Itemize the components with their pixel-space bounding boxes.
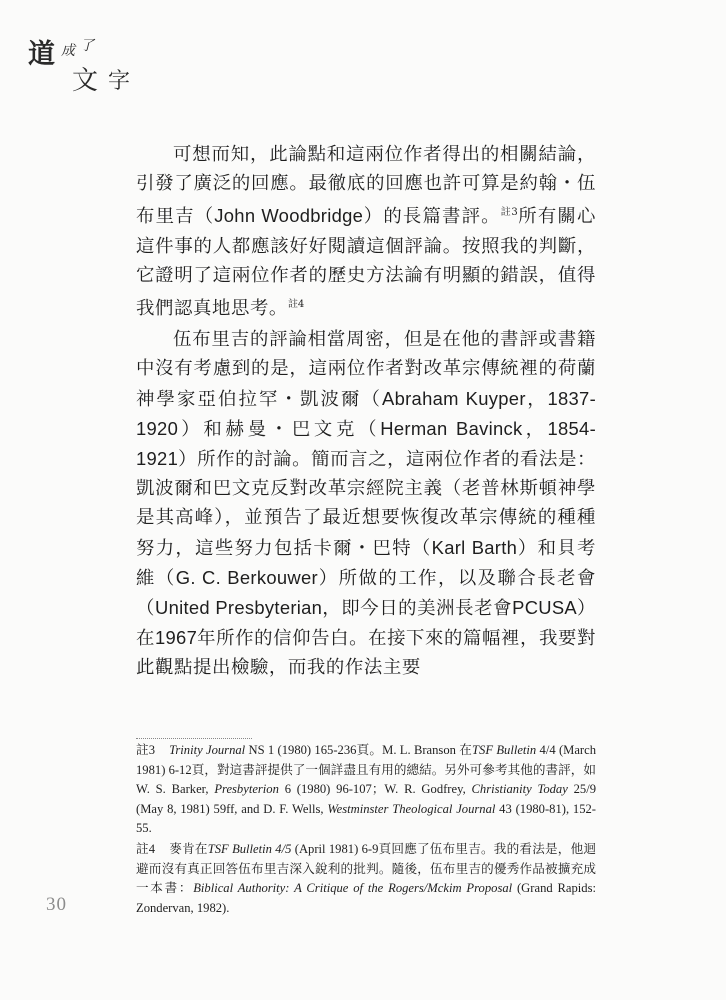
text-run: 可想而知，此論點和這兩位作者得出的相關結論，引發了廣泛的回應。最徹底的回應也許可算是約翰・伍布里吉（ bbox=[136, 144, 596, 228]
logo-char-1: 道 bbox=[28, 39, 55, 70]
paragraph bbox=[136, 325, 596, 682]
citation-title: TSF Bulletin 4/5 bbox=[207, 841, 292, 856]
footnotes bbox=[136, 741, 596, 919]
paragraph bbox=[136, 140, 596, 323]
footnote-text: (April 1981) 6-9頁回應了伍布里吉。我的看法是，他迴避而沒有真正回答伍布里吉深入銳利的批判。隨後，伍布里吉的優秀作品被擴充成一本書： bbox=[136, 841, 596, 896]
text-run: United Presbyterian bbox=[155, 597, 323, 619]
footnote-label: 註3 bbox=[136, 743, 156, 757]
citation-title: TSF Bulletin bbox=[472, 743, 537, 757]
footnote bbox=[136, 840, 596, 918]
text-run: Karl Barth bbox=[431, 536, 518, 558]
logo-char-3: 了 bbox=[80, 38, 94, 54]
footnote-ref: 註4 bbox=[287, 299, 305, 311]
footnote-divider bbox=[136, 738, 252, 739]
footnote-text: (Grand Rapids: Zondervan, 1982). bbox=[136, 881, 596, 915]
text-run: Abraham Kuyper，1837-1920 bbox=[136, 387, 596, 439]
text-run: ，即今日的美洲長老會 bbox=[322, 598, 513, 620]
footnote-text: 43 (1980-81), 152-55. bbox=[136, 801, 596, 836]
footnote bbox=[136, 741, 596, 839]
footnote-text: 6 (1980) 96-107；W. R. Godfrey, bbox=[278, 782, 472, 797]
text-run: 伍布里吉的評論相當周密，但是在他的書評或書籍中沒有考慮到的是，這兩位作者對改革宗傳統裡的荷蘭神學家亞伯拉罕・凱波爾（ bbox=[136, 329, 596, 410]
citation-title: Trinity Journal bbox=[169, 743, 246, 757]
logo-char-5: 字 bbox=[108, 69, 131, 94]
book-logo bbox=[28, 32, 148, 94]
citation-title: Presbyterion bbox=[214, 782, 279, 797]
page-number: 30 bbox=[46, 894, 67, 915]
citation-title: Westminster Theological Journal bbox=[327, 801, 496, 816]
footnote-text: 麥肯在 bbox=[169, 841, 208, 856]
text-run: G. C. Berkouwer bbox=[175, 566, 318, 588]
text-run: Herman Bavinck，1854-1921 bbox=[136, 417, 596, 470]
text-run: ）和赫曼・巴文克（ bbox=[178, 418, 381, 440]
footnote-text: NS 1 (1980) 165-236頁。M. L. Branson 在 bbox=[245, 743, 473, 757]
text-run: John Woodbridge bbox=[214, 205, 364, 227]
text-run: PCUSA bbox=[512, 597, 578, 619]
citation-title: Biblical Authority: A Critique of the Rogers/Mckim Proposal bbox=[193, 881, 513, 896]
text-run: 年所作的信仰告白。在接下來的篇幅裡，我要對此觀點提出檢驗，而我的作法主要 bbox=[136, 628, 596, 679]
logo-char-2: 成 bbox=[61, 43, 75, 59]
text-run: ）的長篇書評。 bbox=[363, 206, 501, 228]
text-run: ）所作的討論。簡而言之，這兩位作者的看法是：凱波爾和巴文克反對改革宗經院主義（老普林斯頓神學是其高峰），並預告了最近想要恢復改革宗傳統的種種努力，這些努力包括卡爾・巴特（ bbox=[136, 449, 596, 559]
citation-title: Christianity Today bbox=[471, 782, 568, 797]
footnote-ref: 註3 bbox=[500, 207, 518, 219]
footnote-text: 25/9 (May 8, 1981) 59ff, and D. F. Wells, bbox=[136, 782, 596, 816]
body-text bbox=[136, 140, 596, 685]
logo-char-4: 文 bbox=[72, 66, 99, 96]
text-run: 1967 bbox=[155, 627, 198, 649]
text-run: ）和貝考維（ bbox=[136, 537, 596, 589]
text-run: ）所做的工作，以及聯合長老會（ bbox=[136, 567, 596, 620]
footnote-text: 4/4 (March 1981) 6-12頁，對這書評提供了一個詳盡且有用的總結。另外可參考其他的書評，如W. S. Barker, bbox=[136, 743, 597, 797]
text-run: 所有關心這件事的人都應該好好閱讀這個評論。按照我的判斷，它證明了這兩位作者的歷史方法論有明顯的錯誤，值得我們認真地思考。 bbox=[136, 206, 596, 320]
text-run: ）在 bbox=[136, 598, 597, 650]
footnote-label: 註4 bbox=[136, 841, 156, 856]
